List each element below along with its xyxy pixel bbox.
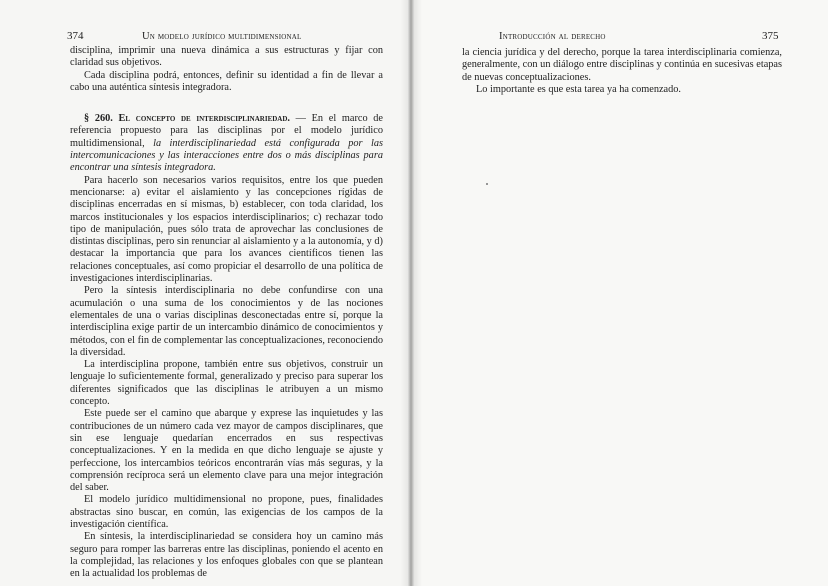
right-text-column (462, 47, 782, 96)
left-page (0, 0, 410, 586)
section-260-paragraph (70, 113, 383, 174)
left-page-number: 374 (67, 30, 84, 42)
paragraph: disciplina, imprimir una nueva dinámica a sus estructuras y fijar con claridad sus objetivos. (70, 45, 383, 69)
paragraph: Este puede ser el camino que abarque y exprese las inquietudes y las contribuciones de un número cada vez mayor de campos disciplinares, que sin ese lenguaje quedarían encerrados en sus respectivas conceptualizaciones. Y en la medida en que dicho lenguaje se ajuste y perfeccione, los intercambios teóricos encontrarán vías más seguras, y la comprensión recíproca será un elemento clave para una mejor integración del saber. (70, 408, 383, 494)
book-gutter (400, 0, 422, 586)
section-title: El concepto de interdisciplinariedad. (118, 113, 290, 125)
paragraph: Para hacerlo son necesarios varios requisitos, entre los que pueden mencionarse: a) evitar el aislamiento y las concepciones rígidas de disciplinas encerradas en sí mismas, b) establecer, con toda claridad, los marcos institucionales y los espacios interdisciplinarios; c) rechazar todo tipo de manipulación, pues sólo trata de aprovechar las conclusiones de distintas disciplinas, pero sin renunciar al aislamiento y a la autonomía, y d) destacar la importancia que para los avances científicos tienen las relaciones conceptuales, así como propiciar el desarrollo de una política de investigaciones interdisciplinarias. (70, 174, 383, 285)
section-intro: En el marco de referencia propuesto para las disciplinas por el modelo jurídico multidimensional, (70, 113, 383, 149)
right-page (410, 0, 828, 586)
paragraph: la ciencia jurídica y del derecho, porque la tarea interdisciplinaria comienza, generalmente, con un diálogo entre disciplinas y continúa en sucesivas etapas de nuevas conceptualizaciones. (462, 47, 782, 83)
paragraph: Pero la síntesis interdisciplinaria no debe confundirse con una acumulación o una suma de los conocimientos y de las nociones elementales de una o varias disciplinas desconectadas entre sí, porque la interdisciplina exige partir de un intercambio dinámico de conocimientos y métodos, con el fin de complementar las conceptualizaciones, reconociendo la diversidad. (70, 285, 383, 358)
scan-speck (486, 183, 488, 185)
paragraph: El modelo jurídico multidimensional no propone, pues, finalidades abstractas sino buscar, en común, las exigencias de los campos de la investigación científica. (70, 494, 383, 530)
right-running-head: Introducción al derecho (499, 31, 606, 42)
section-dash: — (289, 113, 312, 125)
section-number: § 260. (84, 113, 113, 125)
paragraph: En síntesis, la interdisciplinariedad se considera hoy un camino más seguro para romper las barreras entre las disciplinas, poniendo el acento en la complejidad, las relaciones y los enfoques globales con que se plantean en la actualidad los problemas de (70, 531, 383, 580)
left-text-column (70, 45, 383, 580)
paragraph: Lo importante es que esta tarea ya ha comenzado. (476, 83, 681, 95)
right-page-number: 375 (762, 30, 779, 42)
section-definition: la interdisciplinariedad está configurada por las intercomunicaciones y las interacciones entre dos o más disciplinas para encontrar una síntesis integradora. (70, 137, 383, 174)
left-running-head: Un modelo jurídico multidimensional (142, 31, 302, 42)
paragraph: Cada disciplina podrá, entonces, definir su identidad a fin de llevar a cabo una auténtica síntesis integradora. (70, 69, 383, 93)
paragraph: La interdisciplina propone, también entre sus objetivos, construir un lenguaje lo suficientemente formal, generalizado y preciso para superar los diferentes significados que las disciplinas le atribuyen a un mismo concepto. (70, 359, 383, 408)
